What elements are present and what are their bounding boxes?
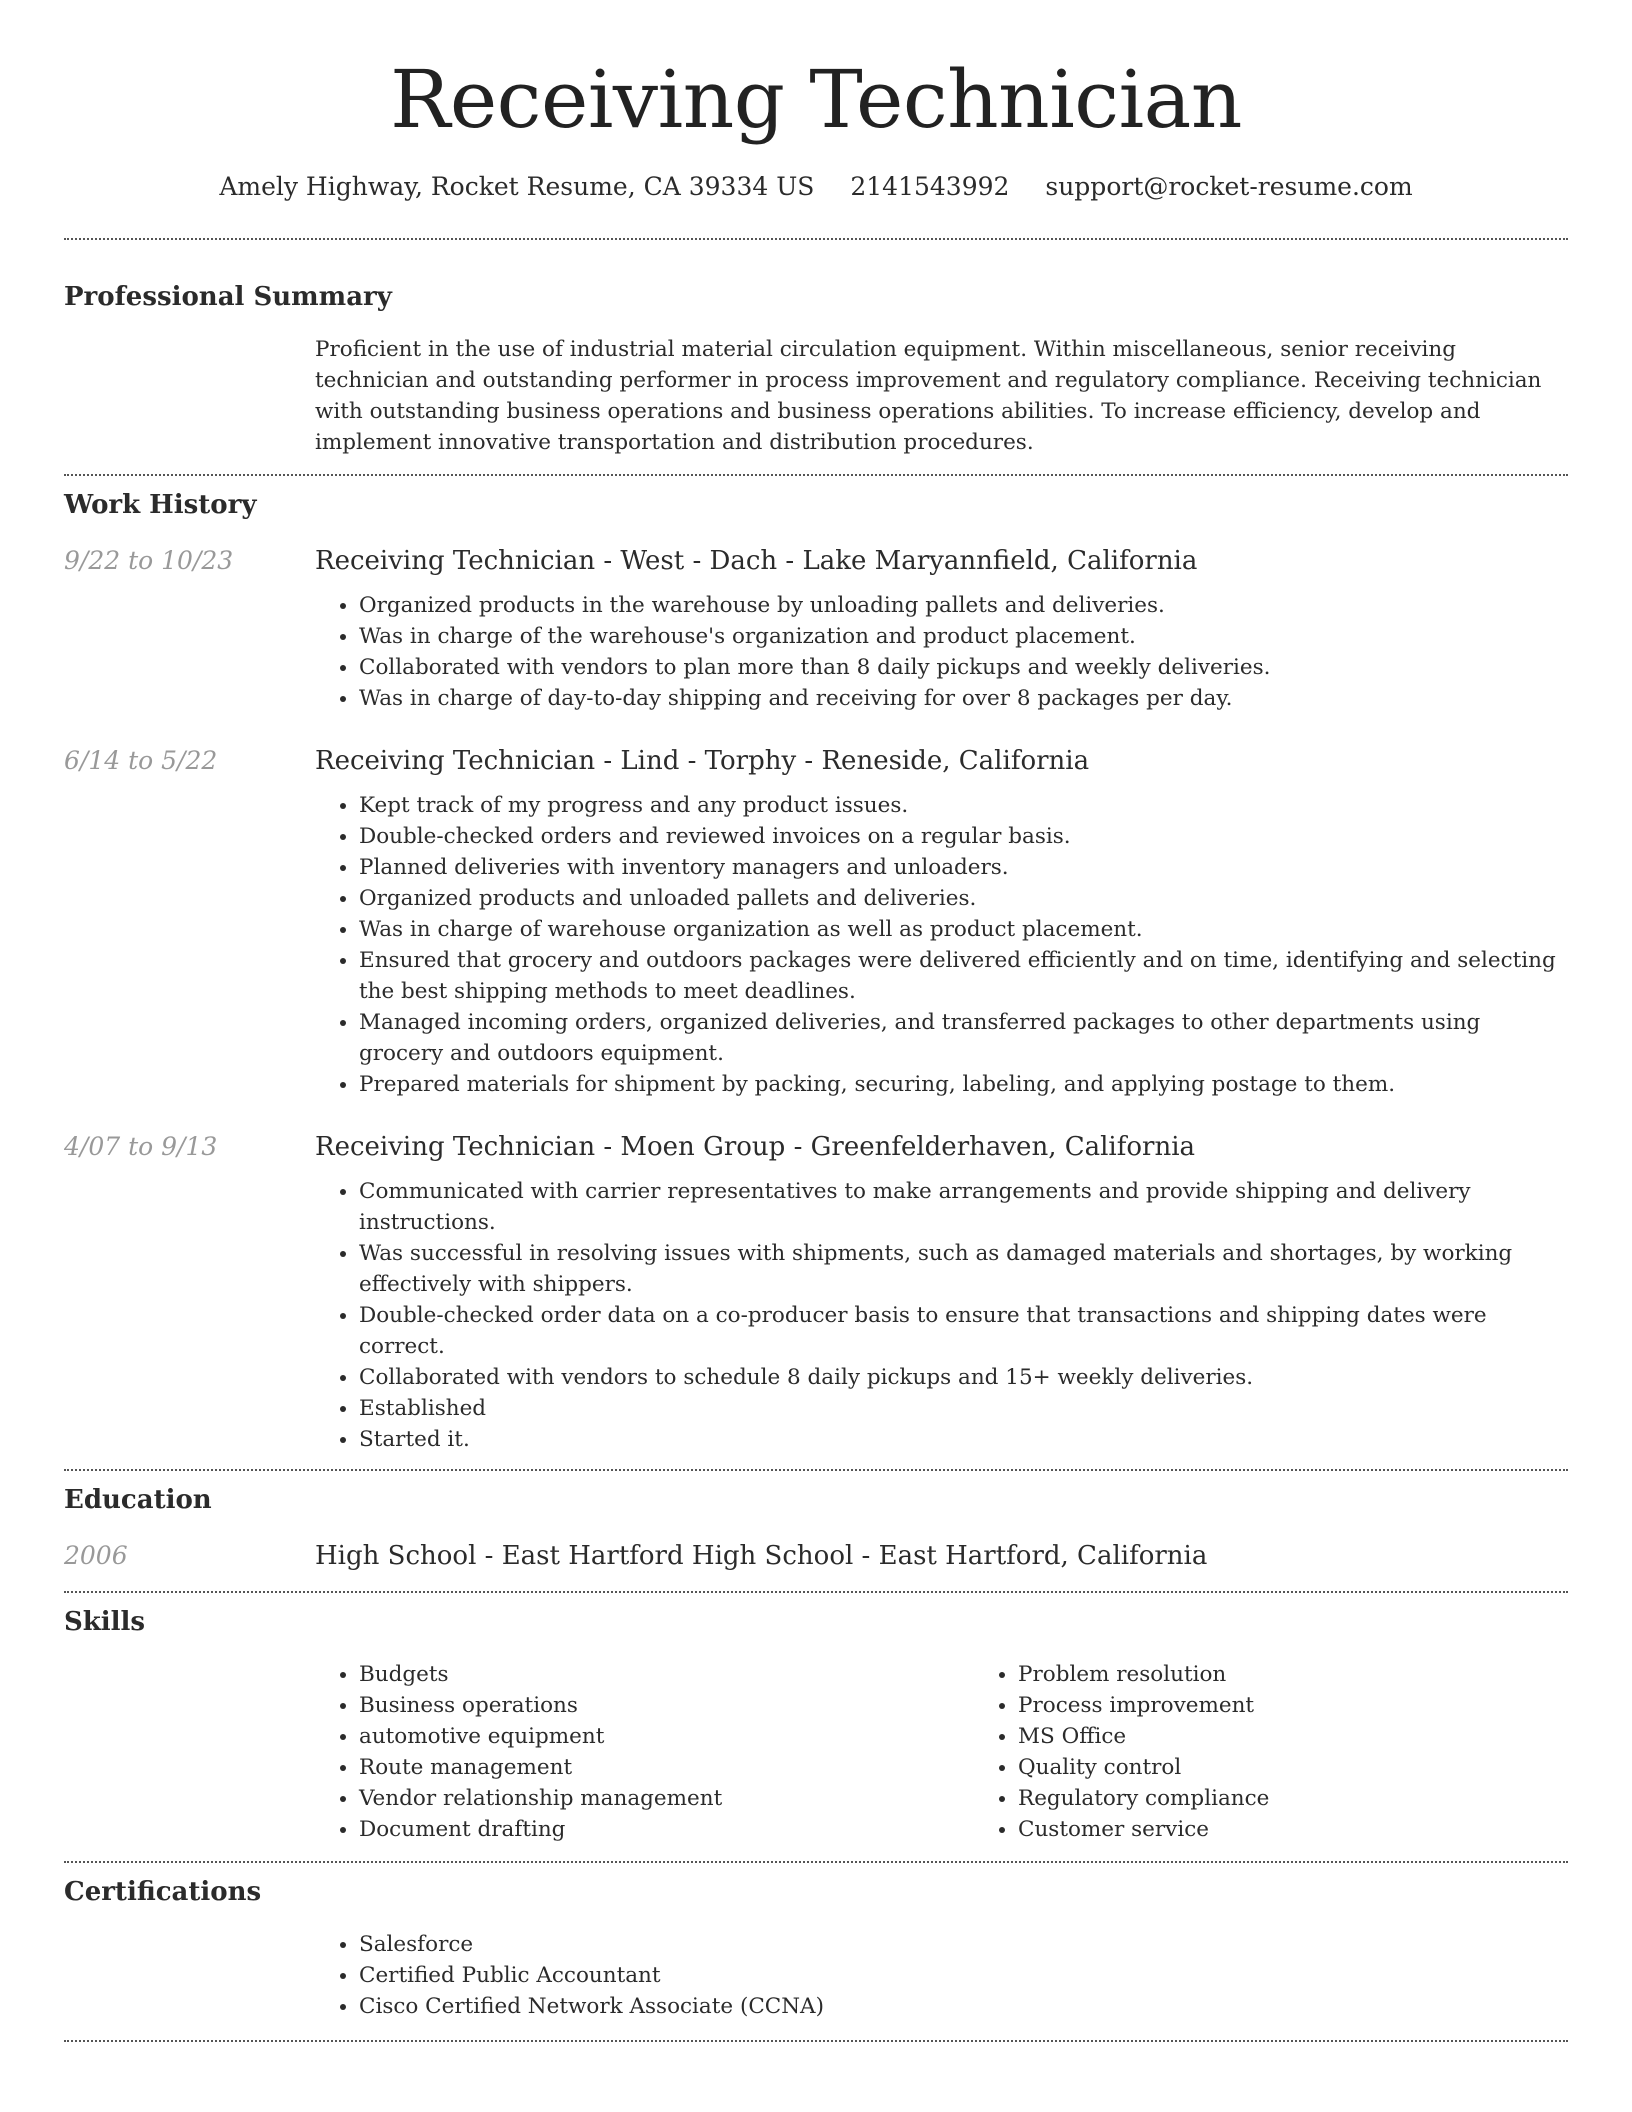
contact-line: [64, 170, 1568, 204]
skills-section: [64, 1605, 1568, 1845]
list-item: • Organized products in the warehouse by unloading pallets and deliveries.: [359, 590, 1568, 621]
work-history-section: [64, 488, 1568, 1455]
job-heading: Receiving Technician - Moen Group - Greenfelderhaven, California: [315, 1132, 1196, 1162]
certification-item: • Salesforce: [359, 1929, 1568, 1960]
summary-section: [64, 280, 1568, 458]
job-entry: [64, 1130, 1568, 1455]
section-title-education: Education: [64, 1485, 212, 1515]
resume-page: [64, 0, 1568, 2042]
section-title-summary: Professional Summary: [64, 282, 392, 312]
skills-list-right: [974, 1659, 1632, 1845]
divider: [64, 2040, 1568, 2042]
job-heading: Receiving Technician - West - Dach - Lake Maryannfield, California: [315, 546, 1198, 576]
list-item: • Was successful in resolving issues with shipments, such as damaged materials and shortages, by working effectively with shippers.: [359, 1238, 1568, 1300]
certifications-list: [315, 1929, 1568, 2022]
contact-address: Amely Highway, Rocket Resume, CA 39334 US: [219, 172, 815, 201]
section-title-work-history: Work History: [64, 490, 257, 520]
education-entry: [64, 1539, 1568, 1573]
skill-item: • automotive equipment: [359, 1721, 974, 1752]
list-item: • Was in charge of warehouse organization as well as product placement.: [359, 914, 1568, 945]
list-item: • Prepared materials for shipment by packing, securing, labeling, and applying postage to them.: [359, 1069, 1568, 1100]
list-item: • Ensured that grocery and outdoors packages were delivered efficiently and on time, identifying and selecting the best shipping methods to meet deadlines.: [359, 945, 1568, 1007]
contact-phone: 2141543992: [850, 172, 1010, 201]
certifications-section: [64, 1875, 1568, 2022]
summary-text: Proficient in the use of industrial material circulation equipment. Within miscellaneous, senior receiving technician and outstanding performer in process improvement and regulatory compliance. Receiving technician with outstanding business operations and business operations abilities. To increase efficiency, develop and implement innovative transportation and distribution procedures.: [315, 337, 1542, 455]
divider: [64, 1591, 1568, 1593]
list-item: • Double-checked order data on a co-producer basis to ensure that transactions and shipping dates were correct.: [359, 1300, 1568, 1362]
job-bullets: [315, 590, 1568, 714]
skill-item: • Document drafting: [359, 1814, 974, 1845]
job-heading: Receiving Technician - Lind - Torphy - Reneside, California: [315, 746, 1090, 776]
list-item: • Managed incoming orders, organized deliveries, and transferred packages to other departments using grocery and outdoors equipment.: [359, 1007, 1568, 1069]
divider: [64, 1861, 1568, 1863]
list-item: • Started it.: [359, 1424, 1568, 1455]
skill-item: • Problem resolution: [1018, 1659, 1632, 1690]
certification-item: • Cisco Certified Network Associate (CCNA): [359, 1991, 1568, 2022]
skill-item: • Customer service: [1018, 1814, 1632, 1845]
skill-item: • Budgets: [359, 1659, 974, 1690]
section-title-certifications: Certifications: [64, 1877, 262, 1907]
list-item: • Planned deliveries with inventory managers and unloaders.: [359, 852, 1568, 883]
job-entry: [64, 544, 1568, 714]
skill-item: • Business operations: [359, 1690, 974, 1721]
skill-item: • Vendor relationship management: [359, 1783, 974, 1814]
list-item: • Collaborated with vendors to schedule 8 daily pickups and 15+ weekly deliveries.: [359, 1362, 1568, 1393]
skill-item: • MS Office: [1018, 1721, 1632, 1752]
job-dates: 4/07 to 9/13: [64, 1132, 218, 1161]
list-item: • Established: [359, 1393, 1568, 1424]
skill-item: • Quality control: [1018, 1752, 1632, 1783]
job-entry: [64, 744, 1568, 1100]
skill-item: • Process improvement: [1018, 1690, 1632, 1721]
divider: [64, 1469, 1568, 1471]
divider: [64, 238, 1568, 240]
job-dates: 9/22 to 10/23: [64, 546, 234, 575]
education-heading: High School - East Hartford High School - East Hartford, California: [315, 1541, 1208, 1571]
list-item: • Was in charge of day-to-day shipping and receiving for over 8 packages per day.: [359, 683, 1568, 714]
education-section: [64, 1483, 1568, 1573]
education-year: 2006: [64, 1541, 128, 1570]
skill-item: • Regulatory compliance: [1018, 1783, 1632, 1814]
resume-name: Receiving Technician: [390, 53, 1242, 146]
certification-item: • Certified Public Accountant: [359, 1960, 1568, 1991]
list-item: • Double-checked orders and reviewed invoices on a regular basis.: [359, 821, 1568, 852]
section-title-skills: Skills: [64, 1607, 146, 1637]
job-bullets: [315, 1176, 1568, 1455]
list-item: • Was in charge of the warehouse's organization and product placement.: [359, 621, 1568, 652]
list-item: • Collaborated with vendors to plan more than 8 daily pickups and weekly deliveries.: [359, 652, 1568, 683]
list-item: • Organized products and unloaded pallets and deliveries.: [359, 883, 1568, 914]
skill-item: • Route management: [359, 1752, 974, 1783]
divider: [64, 474, 1568, 476]
contact-email: support@rocket-resume.com: [1045, 172, 1413, 201]
skills-list-left: [315, 1659, 974, 1845]
job-bullets: [315, 790, 1568, 1100]
list-item: • Communicated with carrier representatives to make arrangements and provide shipping and delivery instructions.: [359, 1176, 1568, 1238]
list-item: • Kept track of my progress and any product issues.: [359, 790, 1568, 821]
job-dates: 6/14 to 5/22: [64, 746, 218, 775]
